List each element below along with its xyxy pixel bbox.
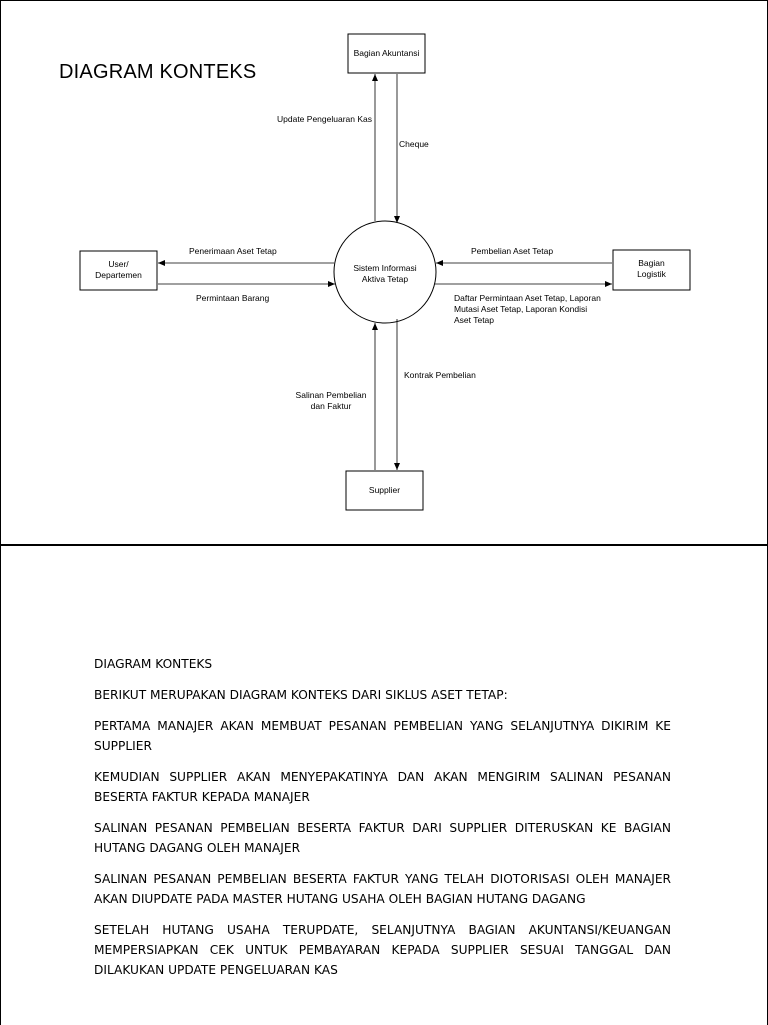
entity-supplier-label: Supplier [368,485,401,495]
doc-paragraph: PERTAMA MANAJER AKAN MEMBUAT PESANAN PEMBELIAN YANG SELANJUTNYA DIKIRIM KE SUPPLIER [94,719,671,753]
flow-label-permintaan: Permintaan Barang [196,293,270,303]
entity-user-label-line2: Departemen [95,270,142,280]
document-body [94,654,671,991]
flow-label-daftar-line1: Daftar Permintaan Aset Tetap, Laporan [454,293,601,303]
doc-paragraph: SALINAN PESANAN PEMBELIAN BESERTA FAKTUR YANG TELAH DIOTORISASI OLEH MANAJER AKAN DIUPDATE PADA MASTER HUTANG USAHA OLEH BAGIAN HUTANG DAGANG [94,872,671,906]
context-diagram [1,1,767,544]
diagram-title: DIAGRAM KONTEKS [59,61,257,83]
flow-label-update-kas: Update Pengeluaran Kas [277,114,372,124]
flow-label-salinan-line1: Salinan Pembelian [295,390,367,400]
doc-paragraph: SETELAH HUTANG USAHA TERUPDATE, SELANJUTNYA BAGIAN AKUNTANSI/KEUANGAN MEMPERSIAPKAN CEK UNTUK PEMBAYARAN KEPADA SUPPLIER SESUAI TANGGAL DAN DILAKUKAN UPDATE PENGELUARAN KAS [94,923,671,977]
flow-label-cheque: Cheque [399,139,429,149]
process-label-line1: Sistem Informasi [353,263,417,273]
entity-logistik-label-line2: Logistik [637,269,666,279]
process-label-line2: Aktiva Tetap [361,274,409,284]
entity-bagian-akuntansi-label: Bagian Akuntansi [353,48,420,58]
entity-logistik-label-line1: Bagian [638,258,665,268]
entity-user-label-line1: User/ [108,259,129,269]
flow-label-kontrak: Kontrak Pembelian [404,370,476,380]
flow-label-pembelian: Pembelian Aset Tetap [471,246,554,256]
doc-heading: DIAGRAM KONTEKS [94,657,213,671]
flow-label-penerimaan: Penerimaan Aset Tetap [189,246,277,256]
flow-label-salinan-line2: dan Faktur [310,401,352,411]
flow-label-daftar-line3: Aset Tetap [454,315,495,325]
document-slide [0,545,768,1025]
doc-paragraph: BERIKUT MERUPAKAN DIAGRAM KONTEKS DARI SIKLUS ASET TETAP: [94,688,508,702]
doc-paragraph: KEMUDIAN SUPPLIER AKAN MENYEPAKATINYA DAN AKAN MENGIRIM SALINAN PESANAN BESERTA FAKTUR KEPADA MANAJER [94,770,671,804]
flow-label-daftar-line2: Mutasi Aset Tetap, Laporan Kondisi [454,304,588,314]
doc-paragraph: SALINAN PESANAN PEMBELIAN BESERTA FAKTUR DARI SUPPLIER DITERUSKAN KE BAGIAN HUTANG DAGANG OLEH MANAJER [94,821,671,855]
